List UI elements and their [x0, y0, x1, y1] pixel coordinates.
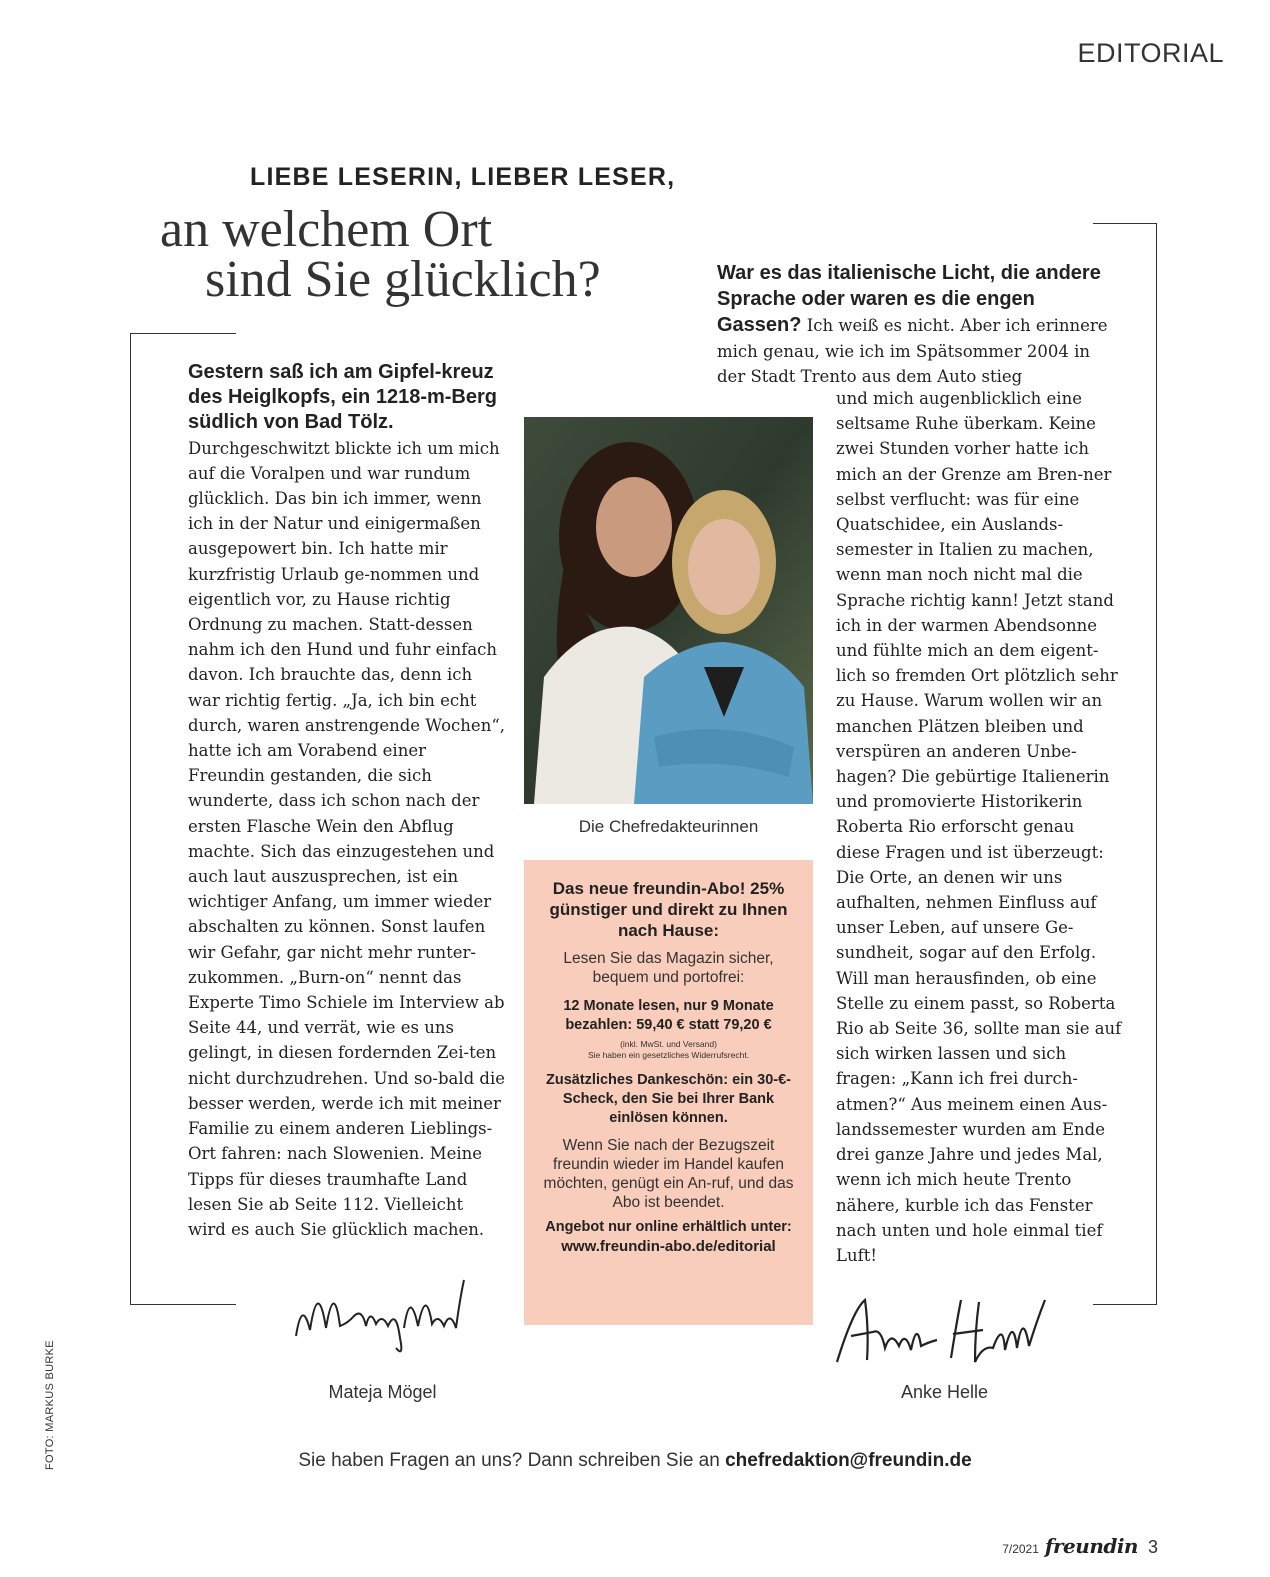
right-signature-name: Anke Helle	[900, 1382, 989, 1402]
left-signature-name: Mateja Mögel	[328, 1382, 437, 1402]
photo-caption: Die Chefredakteurinnen	[578, 817, 759, 836]
contact-line	[0, 1450, 1270, 1472]
issue-number: 7/2021	[1002, 1542, 1039, 1556]
contact-email-link[interactable]: chefredaktion@freundin.de	[725, 1450, 972, 1471]
promo-title: Das neue freundin-Abo! 25% günstiger und direkt zu Ihnen nach Hause:	[549, 879, 788, 940]
promo-url-link[interactable]: www.freundin-abo.de/editorial	[561, 1238, 776, 1255]
promo-fine-print-tax: (inkl. MwSt. und Versand)	[620, 1039, 717, 1049]
page-number: 3	[1147, 1537, 1158, 1557]
right-signature-scribble	[833, 1290, 1063, 1370]
headline-line-2: sind Sie glücklich?	[205, 251, 601, 308]
promo-cancel: Wenn Sie nach der Bezugszeit freundin wieder im Handel kaufen möchten, genügt ein An-ruf, und das Abo ist beendet.	[543, 1137, 794, 1211]
right-lead: War es das italienische Licht, die andere Sprache oder waren es die engen Gassen?	[717, 262, 1101, 337]
left-signature	[292, 1268, 472, 1358]
brand-logo: freundin	[1044, 1534, 1138, 1558]
right-column-top	[717, 260, 1117, 389]
promo-online: Angebot nur online erhältlich unter:	[545, 1219, 792, 1235]
right-body-top: Ich weiß es nicht. Aber ich erinnere mich genau, wie ich im Spätsommer 2004 in der Stadt Trento aus dem Auto stieg	[717, 316, 1108, 386]
promo-offer: 12 Monate lesen, nur 9 Monate bezahlen: 59,40 € statt 79,20 €	[563, 998, 774, 1033]
salutation: LIEBE LESERIN, LIEBER LESER,	[250, 163, 676, 191]
left-body: Durchgeschwitzt blickte ich um mich auf die Voralpen und war rundum glücklich. Das bin ich immer, wenn ich in der Natur und einigermaßen ausgepowert bin. Ich hatte mir kurzfristig Urlaub ge-nommen und eigentlich vor, zu Hause richtig Ordnung zu machen. Statt-dessen nahm ich den Hund und fuhr einfach davon. Ich brauchte das, denn ich war richtig fertig. „Ja, ich bin echt durch, waren anstrengende Wochen“, hatte ich am Vorabend einer Freundin gestanden, die sich wunderte, dass ich schon nach der ersten Flasche Wein den Abflug machte. Sich das einzugestehen und auch laut auszusprechen, ist ein wichtiger Anfang, um immer wieder abschalten zu können. Sonst laufen wir Gefahr, gar nicht mehr runter-zukommen. „Burn-on“ nennt das Experte Timo Schiele im Interview ab Seite 44, und verrät, wie es uns gelingt, in diesen fordernden Zei-ten nicht durchzudrehen. Und so-bald die besser werden, werde ich mit meiner Familie zu einem anderen Lieblings-Ort fahren: nach Slowenien. Meine Tipps für dieses traumhafte Land lesen Sie ab Seite 112. Vielleicht wird es auch Sie glücklich machen.	[188, 438, 506, 1239]
promo-intro: Lesen Sie das Magazin sicher, bequem und portofrei:	[563, 950, 774, 986]
promo-fine-print-withdrawal: Sie haben ein gesetzliches Widerrufsrecht.	[587, 1050, 750, 1060]
right-signature	[833, 1290, 1063, 1370]
section-label: EDITORIAL	[1077, 38, 1224, 68]
headline-line-1: an welchem Ort	[160, 201, 493, 258]
left-lead: Gestern saß ich am Gipfel-kreuz des Heiglkopfs, ein 1218-m-Berg südlich von Bad Tölz.	[188, 361, 497, 434]
page-footer	[1002, 1534, 1158, 1558]
left-signature-scribble	[292, 1268, 472, 1358]
right-body-rest: und mich augenblicklich eine seltsame Ruhe überkam. Keine zwei Stunden vorher hatte ich mich an der Grenze am Bren-ner selbst verflucht: was für eine Quatschidee, ein Auslands-semester in Italien zu machen, wenn man noch nicht mal die Sprache richtig kann! Jetzt stand ich in der warmen Abendsonne und fühlte mich an dem eigent-lich so fremden Ort plötzlich sehr zu Hause. Warum wollen wir an manchen Plätzen bleiben und verspüren an anderen Unbe-hagen? Die gebürtige Italienerin und promovierte Historikerin Roberta Rio erforscht genau diese Fragen und ist überzeugt: Die Orte, an denen wir uns aufhalten, nehmen Einfluss auf unser Leben, auf unsere Ge-sundheit, sogar auf den Erfolg. Will man herausfinden, ob eine Stelle zu einem passt, so Roberta Rio ab Seite 36, sollte man sie auf sich wirken lassen und sich fragen: „Kann ich frei durch-atmen?“ Aus meinem einen Aus-landssemester wurden am Ende drei ganze Jahre und jedes Mal, wenn ich mich heute Trento nähere, kurble ich das Fenster nach unten und hole einmal tief Luft!	[836, 389, 1122, 1265]
photo-credit: FOTO: MARKUS BURKE	[44, 1340, 56, 1470]
contact-text: Sie haben Fragen an uns? Dann schreiben Sie an	[298, 1450, 720, 1471]
promo-bonus: Zusätzliches Dankeschön: ein 30-€-Scheck, den Sie bei Ihrer Bank einlösen können.	[546, 1072, 791, 1126]
editors-photo	[524, 417, 813, 804]
left-column	[188, 360, 506, 1242]
editors-photo-illustration	[524, 417, 813, 804]
subscription-promo	[524, 860, 813, 1325]
